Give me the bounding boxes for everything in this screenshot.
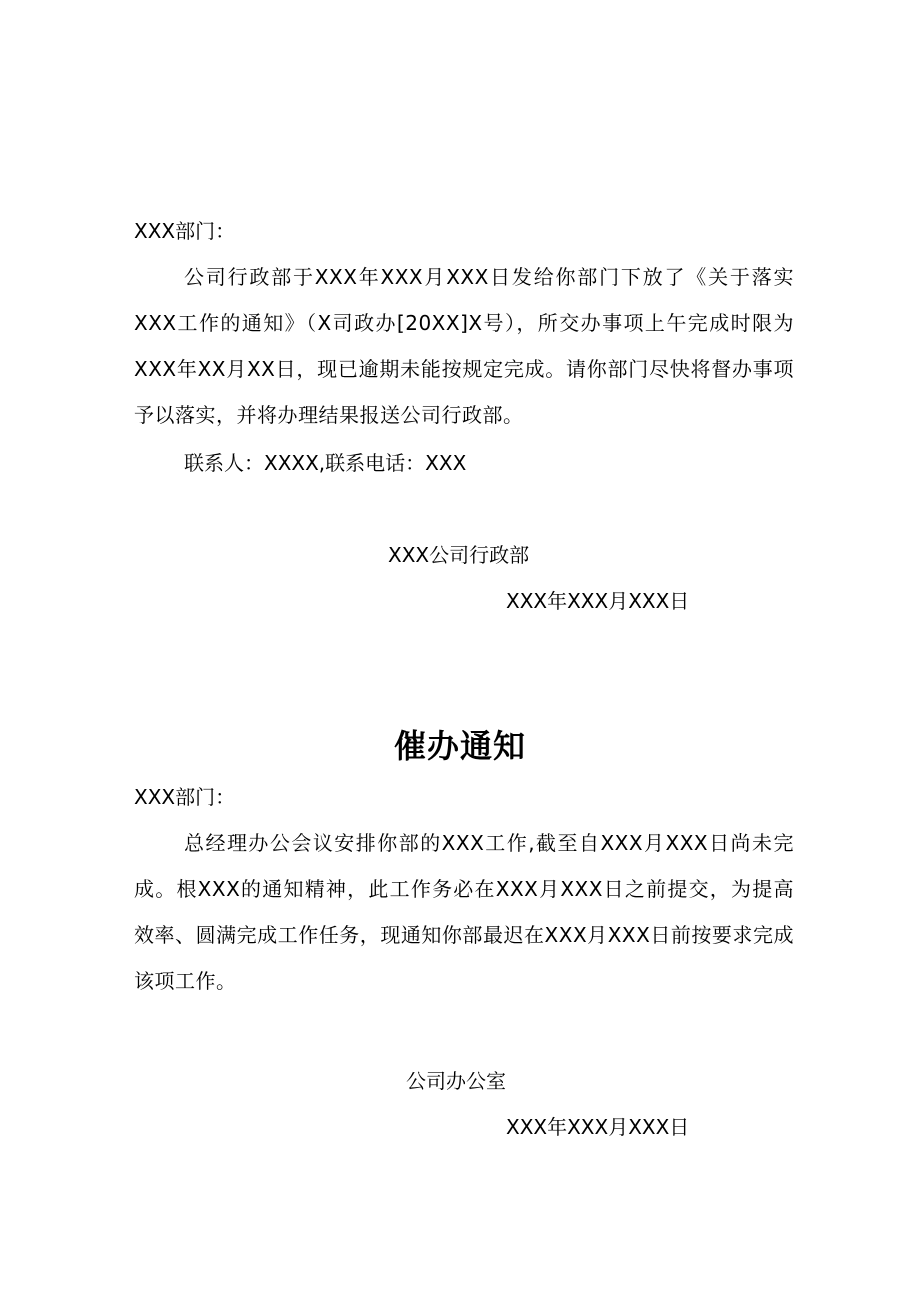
letter1-body	[134, 254, 794, 438]
letter2-body	[134, 820, 794, 1004]
letter2-body-paragraph: 总经理办公会议安排你部的XXX工作,截至自XXX月XXX日尚未完成。根XXX的通知精神，此工作务必在XXX月XXX日之前提交，为提高效率、圆满完成工作任务，现通知你部最迟在XXX月XXX日前按要求完成该项工作。	[134, 831, 794, 993]
letter1-salutation: XXX部门：	[134, 219, 236, 243]
letter1-body-paragraph: 公司行政部于XXX年XXX月XXX日发给你部门下放了《关于落实XXX工作的通知》（X司政办[20XX]X号），所交办事项上午完成时限为XXX年XX月XX日，现已逾期未能按规定完成。请你部门尽快将督办事项予以落实，并将办理结果报送公司行政部。	[134, 265, 794, 427]
letter2-salutation: XXX部门：	[134, 785, 236, 809]
letter2-date: XXX年XXX月XXX日	[506, 1115, 690, 1139]
letter2-signature: 公司办公室	[406, 1069, 506, 1093]
letter1-date: XXX年XXX月XXX日	[506, 589, 690, 613]
letter1-contact-line: 联系人：XXXX,联系电话：XXX	[184, 451, 467, 475]
letter1-signature: XXX公司行政部	[388, 543, 530, 567]
letter2-title: 催办通知	[393, 727, 526, 765]
